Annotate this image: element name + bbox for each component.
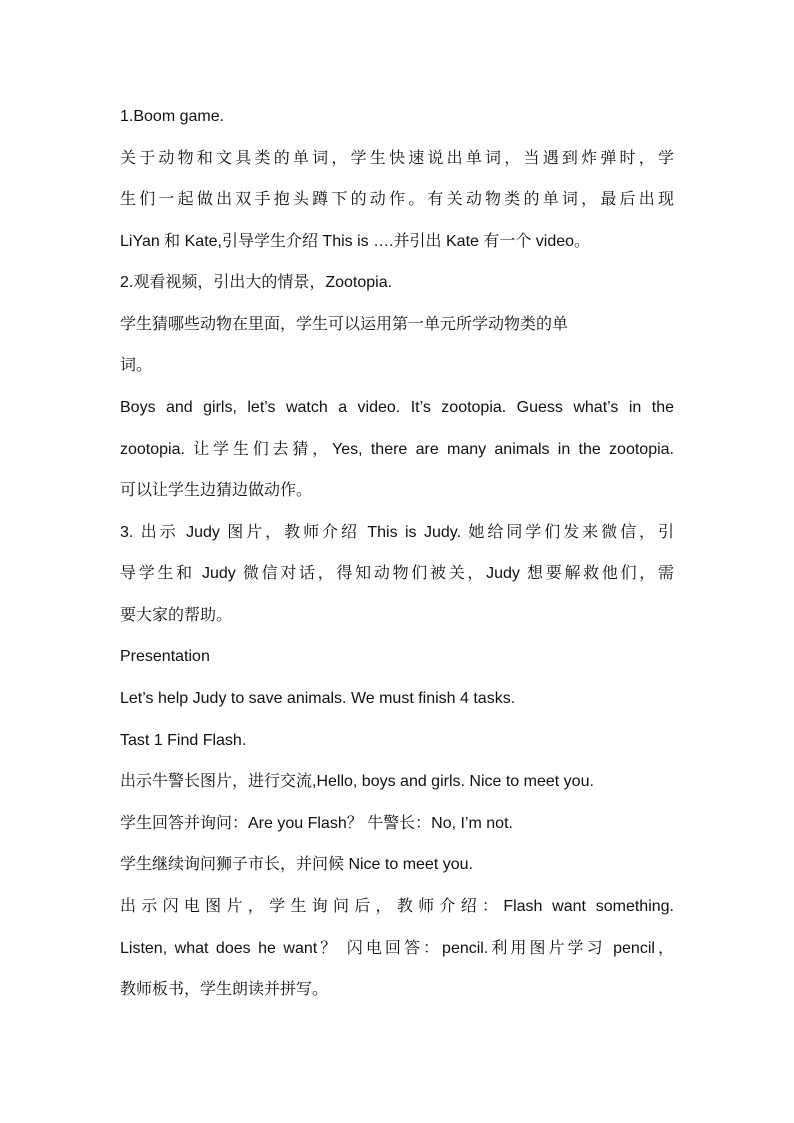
text-line: Listen, what does he want？ 闪电回答：pencil.利用图片学习 pencil， bbox=[120, 940, 674, 957]
text-line: 学生继续询问狮子市长，并问候 Nice to meet you. bbox=[120, 856, 473, 873]
text-line: 学生回答并询问：Are you Flash？ 牛警长：No, I’m not. bbox=[120, 815, 513, 832]
text-line: 生们一起做出双手抱头蹲下的动作。有关动物类的单词，最后出现 bbox=[120, 191, 674, 208]
text-line: 出示闪电图片，学生询问后，教师介绍：Flash want something. bbox=[120, 898, 674, 915]
text-line: Boys and girls, let’s watch a video. It’s zootopia. Guess what’s in the bbox=[120, 399, 674, 416]
text-line: 出示牛警长图片，进行交流,Hello, boys and girls. Nice to meet you. bbox=[120, 773, 594, 790]
text-line: 1.Boom game. bbox=[120, 108, 225, 125]
text-line: 可以让学生边猜边做动作。 bbox=[120, 482, 313, 499]
text-line: 教师板书，学生朗读并拼写。 bbox=[120, 981, 329, 998]
text-line: 词。 bbox=[120, 357, 153, 374]
text-line: zootopia. 让学生们去猜，Yes, there are many animals in the zootopia. bbox=[120, 441, 674, 458]
text-line: 2.观看视频，引出大的情景，Zootopia. bbox=[120, 274, 393, 291]
text-line: 导学生和 Judy 微信对话，得知动物们被关，Judy 想要解救他们，需 bbox=[120, 565, 674, 582]
text-line: Let’s help Judy to save animals. We must finish 4 tasks. bbox=[120, 690, 516, 707]
text-line: 关于动物和文具类的单词，学生快速说出单词，当遇到炸弹时，学 bbox=[120, 150, 674, 167]
text-line: Tast 1 Find Flash. bbox=[120, 732, 247, 749]
text-line: LiYan 和 Kate,引导学生介绍 This is ….并引出 Kate 有一个 video。 bbox=[120, 233, 591, 250]
text-line: 3. 出示 Judy 图片，教师介绍 This is Judy. 她给同学们发来微信，引 bbox=[120, 524, 674, 541]
text-line: 学生猜哪些动物在里面，学生可以运用第一单元所学动物类的单 bbox=[120, 316, 569, 333]
text-line: 要大家的帮助。 bbox=[120, 607, 233, 624]
section-heading: Presentation bbox=[120, 648, 210, 665]
